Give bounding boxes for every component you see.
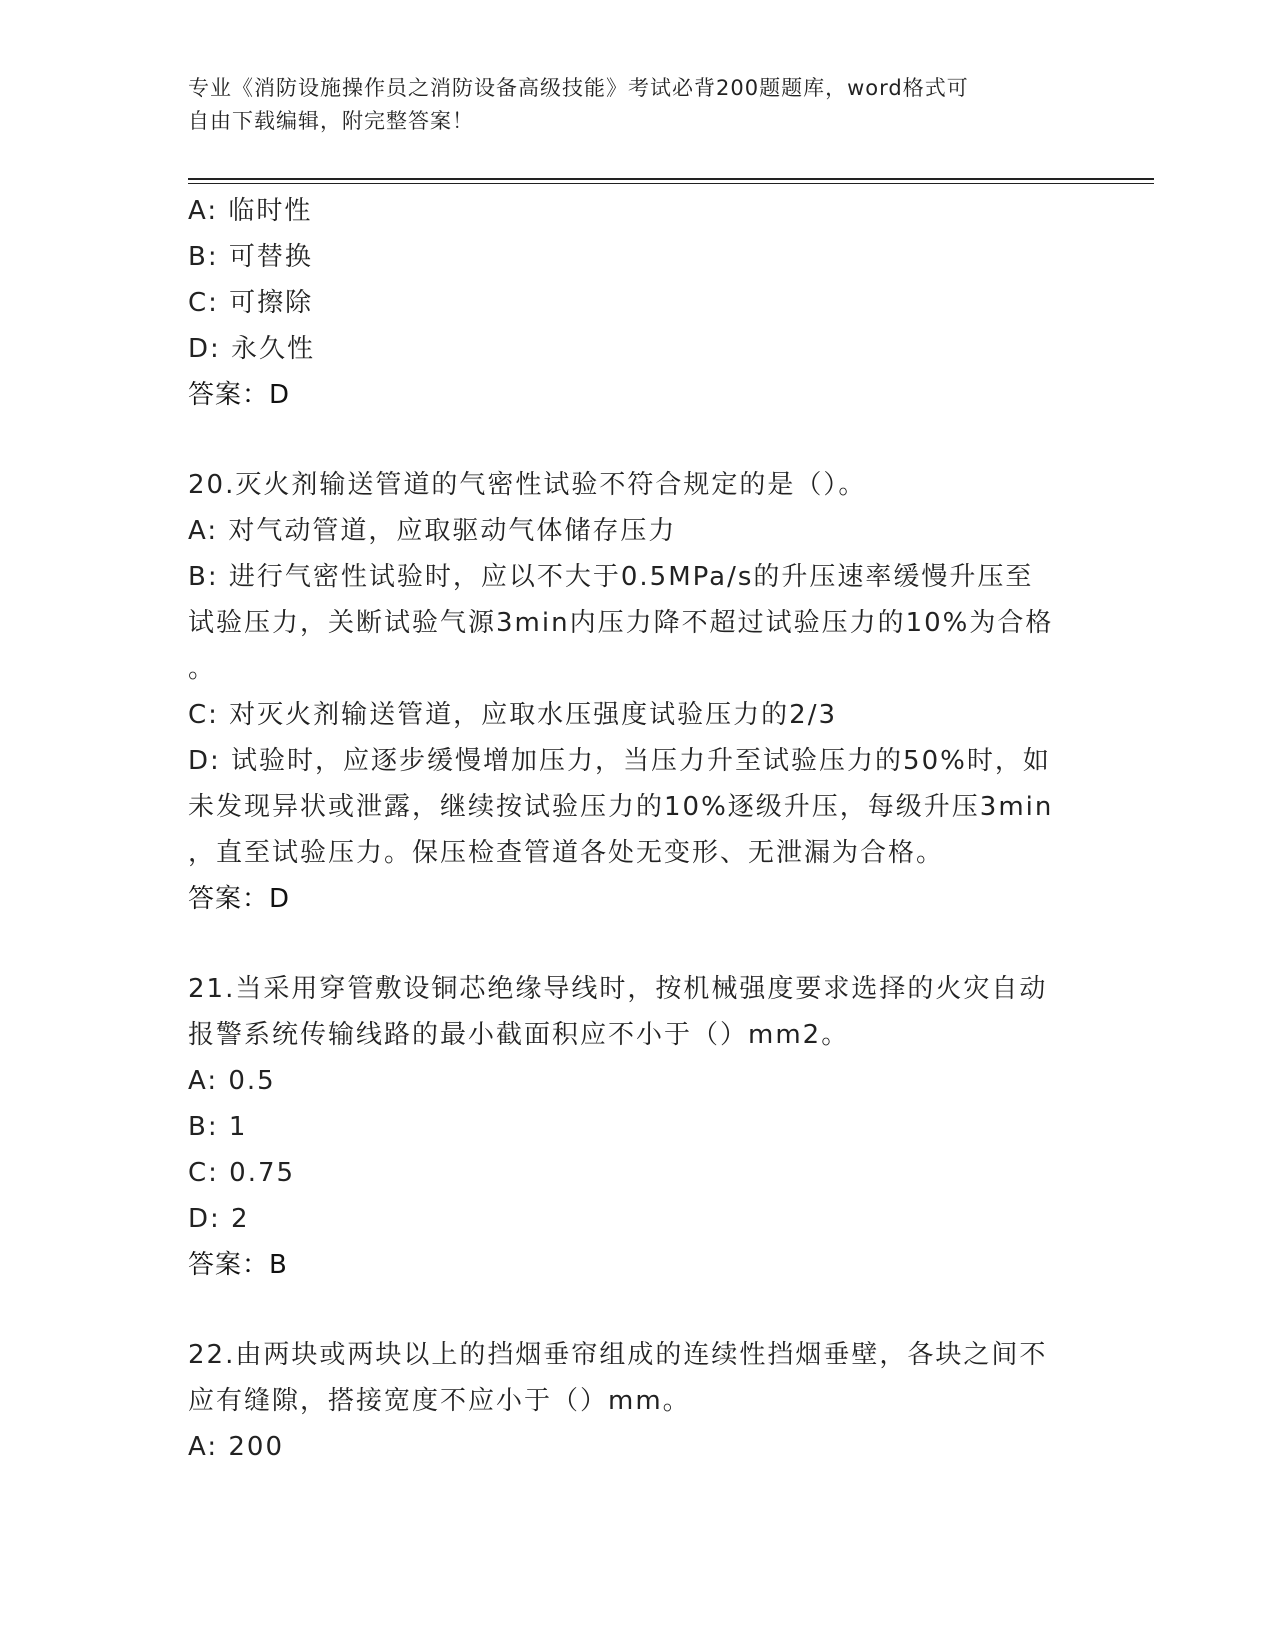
spacer <box>188 922 1088 966</box>
answer-line: 答案：B <box>188 1250 288 1280</box>
answer-line: 答案：D <box>188 884 291 914</box>
question-21-block <box>188 966 1088 1288</box>
question-text-line-1: 21.当采用穿管敷设铜芯绝缘导线时，按机械强度要求选择的火灾自动 <box>188 974 1048 1004</box>
question-text-line-2: 应有缝隙，搭接宽度不应小于（）mm。 <box>188 1386 691 1416</box>
question-20-block <box>188 462 1088 922</box>
spacer <box>188 418 1088 462</box>
header-divider-thin <box>188 183 1154 184</box>
page-header <box>188 72 1068 138</box>
option-c: C: 对灭火剂输送管道，应取水压强度试验压力的2/3 <box>188 700 838 730</box>
option-b-line-2: 试验压力，关断试验气源3min内压力降不超过试验压力的10%为合格 <box>188 608 1054 638</box>
option-c: C: 0.75 <box>188 1158 296 1188</box>
option-a: A: 对气动管道，应取驱动气体储存压力 <box>188 516 677 546</box>
option-d-line-1: D: 试验时，应逐步缓慢增加压力，当压力升至试验压力的50%时，如 <box>188 746 1051 776</box>
spacer <box>188 1288 1088 1332</box>
option-d-line-2: 未发现异状或泄露，继续按试验压力的10%逐级升压，每级升压3min <box>188 792 1054 822</box>
option-a: A: 0.5 <box>188 1066 276 1096</box>
header-title-line-2: 自由下载编辑，附完整答案！ <box>188 109 474 133</box>
question-content <box>188 188 1088 1470</box>
option-c: C: 可擦除 <box>188 288 314 318</box>
header-title-line-1: 专业《消防设施操作员之消防设备高级技能》考试必背200题题库，word格式可 <box>188 76 969 100</box>
option-b-line-3: 。 <box>188 654 217 684</box>
question-text-line-2: 报警系统传输线路的最小截面积应不小于（）mm2。 <box>188 1020 850 1050</box>
option-d: D: 2 <box>188 1204 250 1234</box>
question-text-line-1: 22.由两块或两块以上的挡烟垂帘组成的连续性挡烟垂壁，各块之间不 <box>188 1340 1048 1370</box>
answer-line: 答案：D <box>188 380 291 410</box>
option-b: B: 1 <box>188 1112 248 1142</box>
header-divider-thick <box>188 178 1154 180</box>
question-19-block <box>188 188 1088 418</box>
option-a: A: 临时性 <box>188 196 313 226</box>
question-text: 20.灭火剂输送管道的气密性试验不符合规定的是（）。 <box>188 470 867 500</box>
option-b: B: 可替换 <box>188 242 313 272</box>
option-b-line-1: B: 进行气密性试验时，应以不大于0.5MPa/s的升压速率缓慢升压至 <box>188 562 1034 592</box>
question-22-block <box>188 1332 1088 1470</box>
option-d: D: 永久性 <box>188 334 316 364</box>
option-a: A: 200 <box>188 1432 284 1462</box>
option-d-line-3: ，直至试验压力。保压检查管道各处无变形、无泄漏为合格。 <box>188 838 945 868</box>
